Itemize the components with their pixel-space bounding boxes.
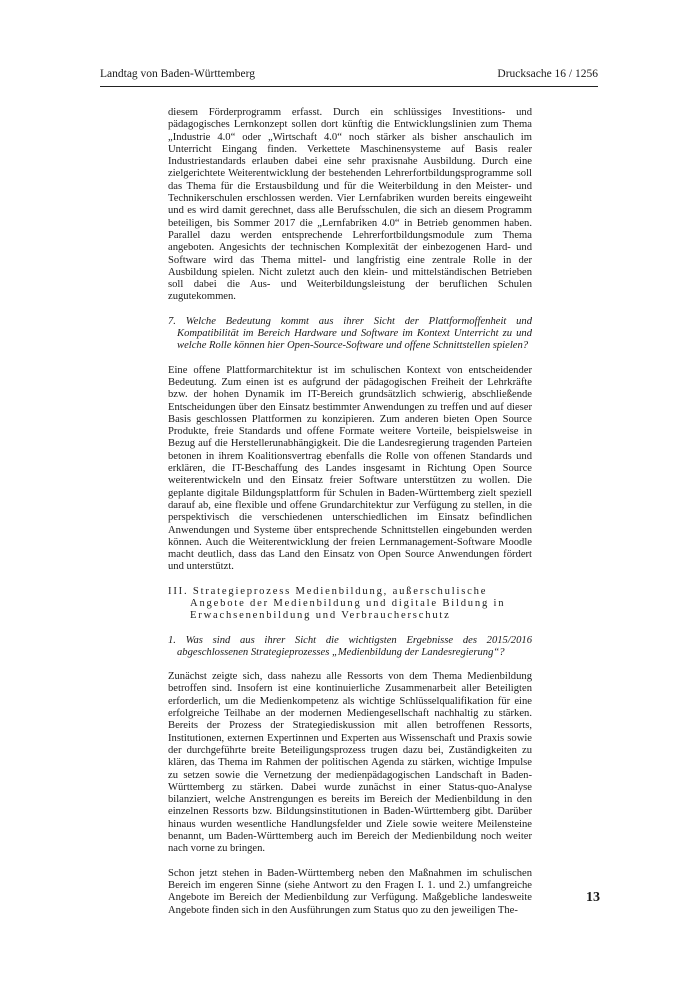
section-heading-iii: III. Strategieprozess Medienbildung, außerschulische Angebote der Medienbildung und digitale Bildung in Erwachsenenbildung und Verbraucherschutz (168, 585, 506, 622)
header-document-number: Drucksache 16 / 1256 (497, 68, 598, 80)
header-rule (100, 86, 598, 87)
body-paragraph: Zunächst zeigte sich, dass nahezu alle Ressorts von dem Thema Medienbildung betroffen sind. Insofern ist eine kontinuierliche Zusammenarbeit aller Beteiligten erforderlich, um die Medienkompetenz als wichtige Schlüsselqualifikation für eine erfolgreiche Teilhabe an der modernen Mediengesellschaft nachhaltig zu stärken. Bereits der Prozess der Strategiediskussion mit allen betroffenen Ressorts, Institutionen, externen Expertinnen und Experten aus Wissenschaft und Praxis sowie der durchgeführte breite Beteiligungsprozess trugen dazu bei, Zuständigkeiten zu klären, das Thema im Rahmen der politischen Agenda zu stärken, wichtige Impulse zu setzen sowie die Vernetzung der medienpädagogischen Landschaft in Baden-Württemberg zu stärken. Dabei wurde zunächst in einer Status-quo-Analyse bilanziert, welche Anstrengungen es bereits im Bereich der Medienbildung in den einzelnen Ressorts bzw. Bildungsinstitutionen in Baden-Württemberg gibt. Darüber hinaus wurden wesentliche Handlungsfelder und Ziele sowie weitere Meilensteine benannt, um Baden-Württemberg auch im Bereich der Medienbildung noch weiter nach vorne zu bringen. (168, 671, 532, 855)
body-paragraph: Eine offene Plattformarchitektur ist im schulischen Kontext von entscheidender Bedeutung. Zum einen ist es aufgrund der pädagogischen Freiheit der Lehrkräfte bzw. der hohen Dynamik im IT-Bereich grundsätzlich schwierig, abschließende Entscheidungen über den Einsatz bestimmter Anwendungen zu treffen und auf dieser Basis geschlossen Plattformen zu konzipieren. Zum anderen bieten Open Source Produkte, freie Standards und offene Formate weitere Vorteile, beispielsweise in Bezug auf die Herstellerunabhängigkeit. Die die Landesregierung tragenden Parteien betonen in ihrem Koalitionsvertrag ebenfalls die Rolle von offenen Standards und erklären, die IT-Beschaffung des Landes insgesamt in Richtung Open Source weiterentwickeln und den Einsatz freier Software unterstützen zu wollen. Die geplante digitale Bildungsplattform für Schulen in Baden-Württemberg zielt speziell darauf ab, eine flexible und offene Grundarchitektur zur Verfügung zu stellen, in die perspektivisch die verschiedenen unterschiedlichen im Einsatz befindlichen Anwendungen und Systeme über entsprechende Schnittstellen eingebunden werden können. Auch die Weiterentwicklung der freien Lernmanagement-Software Moodle macht deutlich, dass das Land den Einsatz von Open Source Anwendungen fördert und unterstützt. (168, 364, 532, 573)
header-publisher: Landtag von Baden-Württemberg (100, 68, 255, 80)
body-paragraph: Schon jetzt stehen in Baden-Württemberg neben den Maßnahmen im schulischen Bereich im engeren Sinne (siehe Antwort zu den Fragen I. 1. und 2.) umfangreiche Angebote im Bereich der Medienbildung zur Verfügung. Maßgebliche landesweite Angebote finden sich in den Ausführungen zum Status quo zu den jeweiligen The- (168, 867, 532, 916)
document-body (168, 107, 532, 917)
question-1: 1. Was sind aus ihrer Sicht die wichtigsten Ergebnisse des 2015/2016 abgeschlossenen Strategieprozesses „Medienbildung der Landesregierung“? (168, 634, 532, 658)
question-7: 7. Welche Bedeutung kommt aus ihrer Sicht der Plattformoffenheit und Kompatibilität im Bereich Hardware und Software im Kontext Unterricht zu und welche Rolle können hier Open-Source-Software und offene Schnittstellen spielen? (168, 315, 532, 352)
page-number: 13 (586, 890, 600, 905)
body-paragraph: diesem Förderprogramm erfasst. Durch ein schlüssiges Investitions- und pädagogisches Lernkonzept sollen dort künftig die Entwicklungslinien zum Thema „Industrie 4.0“ oder „Wirtschaft 4.0“ noch stärker als bisher anschaulich im Unterricht Eingang finden. Verkettete Maschinensysteme auf Basis realer Industriestandards erlauben dabei eine sehr praxisnahe Ausbildung. Durch eine zielgerichtete Weiterentwicklung der bestehenden Lehrerfortbildungsprogramme soll das Thema für die Erstausbildung und für die Weiterbildung in den Meister- und Technikerschulen erschlossen werden. Vier Lernfabriken wurden bereits eingeweiht und es wird damit gerechnet, dass alle Berufsschulen, die sich an diesem Programm beteiligen, bis Sommer 2017 die „Lernfabriken 4.0“ in Betrieb genommen haben. Parallel dazu werden entsprechende Lehrerfortbildungsmodule zum Thema angeboten. Angesichts der technischen Komplexität der einbezogenen Hard- und Software wird das Thema mittel- und langfristig eine zentrale Rolle in der Ausbildung spielen. Nicht zuletzt auch den klein- und mittelständischen Betrieben soll dabei die Aus- und Weiterbildungsleistung der beruflichen Schulen zugutekommen. (168, 107, 532, 303)
